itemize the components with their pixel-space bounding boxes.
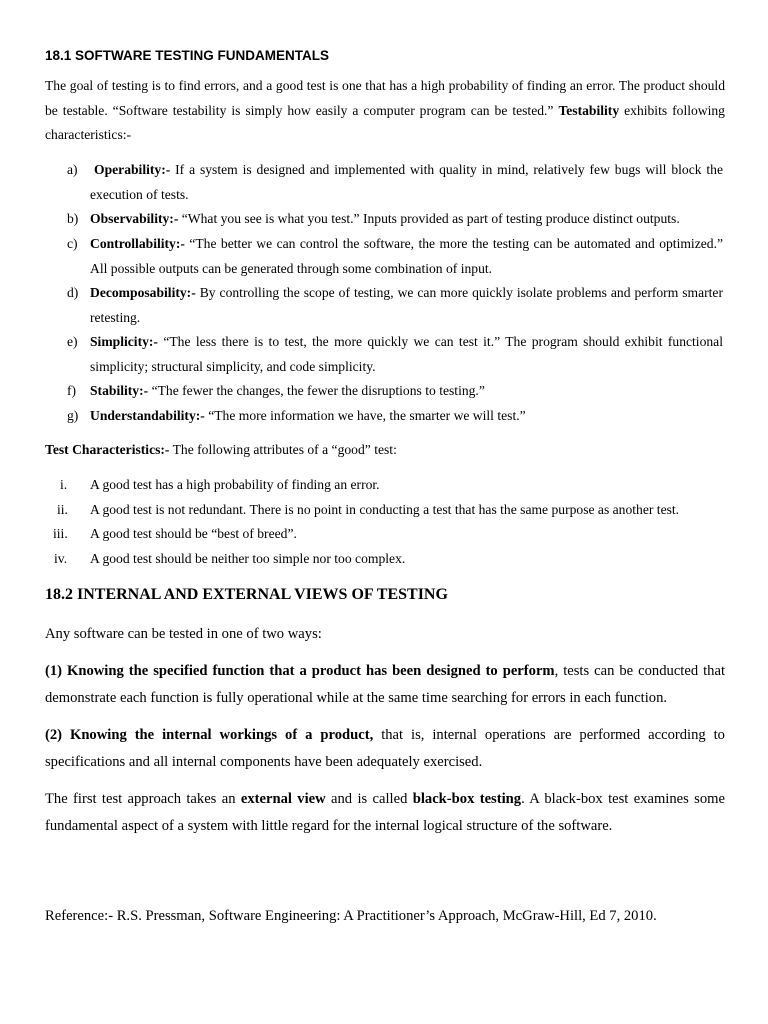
list-item-observability <box>90 207 723 232</box>
item-text-line: “The fewer the changes, the fewer the disruptions to testing.” <box>151 383 485 398</box>
list-item-decomposability <box>90 281 723 330</box>
item-text-line: simplicity; structural simplicity, and code simplicity. <box>90 358 376 374</box>
intro-line-1: The goal of testing is to find errors, and a good test is one that has a high probability of finding an error. The product should <box>45 78 725 93</box>
reference-line: Reference:- R.S. Pressman, Software Engineering: A Practitioner’s Approach, McGraw-Hill, Ed 7, 2010. <box>45 908 657 924</box>
list-item-simplicity <box>90 330 723 379</box>
way-2-line-1 <box>45 722 725 749</box>
item-text-line: “The better we can control the software, the more the testing can be automated and optimized.” <box>189 236 723 251</box>
term-operability: Operability:- <box>94 162 171 177</box>
item-text-line: “The less there is to test, the more quickly we can test it.” The program should exhibit functional <box>163 334 723 349</box>
way-2-rest: that is, internal operations are performed according to <box>381 727 725 743</box>
list-item-stability <box>90 379 723 404</box>
closing-line-1 <box>45 786 725 813</box>
external-view-term: external view <box>240 791 326 807</box>
item-text-line: execution of tests. <box>90 186 189 202</box>
intro-paragraph <box>45 74 725 148</box>
term-stability: Stability:- <box>90 383 149 398</box>
intro-line-3: characteristics:- <box>45 127 132 142</box>
closing-text: . A black-box test examines some <box>521 791 725 807</box>
list-item-operability <box>90 158 723 207</box>
intro-line-2 <box>45 99 725 124</box>
way-1-rest: , tests can be conducted that <box>554 663 725 679</box>
item-text-line: “What you see is what you test.” Inputs provided as part of testing produce distinct outputs. <box>181 211 680 226</box>
list-item-controllability <box>90 232 723 281</box>
attribute-item: A good test is not redundant. There is no point in conducting a test that has the same purpose as another test. <box>90 502 680 517</box>
list-marker: f) <box>67 383 77 398</box>
list-marker: iii. <box>53 526 68 541</box>
list-marker: c) <box>67 236 78 251</box>
test-characteristics-term: Test Characteristics:- <box>45 442 170 457</box>
section-heading-18-1: 18.1 SOFTWARE TESTING FUNDAMENTALS <box>45 48 330 63</box>
item-text-line: All possible outputs can be generated through some combination of input. <box>90 260 493 276</box>
closing-text: and is called <box>331 791 408 807</box>
black-box-testing-term: black-box testing <box>412 791 522 807</box>
list-marker: b) <box>67 211 79 226</box>
section-heading-18-2: 18.2 INTERNAL AND EXTERNAL VIEWS OF TESTING <box>45 586 448 603</box>
term-observability: Observability:- <box>90 211 179 226</box>
item-text-line: “The more information we have, the smarter we will test.” <box>208 408 526 423</box>
way-2-bold: (2) Knowing the internal workings of a product, <box>45 727 374 743</box>
item-text-line: By controlling the scope of testing, we can more quickly isolate problems and perform smarter <box>199 285 723 300</box>
list-marker: g) <box>67 408 79 423</box>
way-1-line-1 <box>45 658 725 685</box>
item-text-line: If a system is designed and implemented with quality in mind, relatively few bugs will block the <box>175 162 724 177</box>
closing-text: The first test approach takes an <box>45 791 236 807</box>
closing-line-2: fundamental aspect of a system with little regard for the internal logical structure of the software. <box>45 818 613 834</box>
term-controllability: Controllability:- <box>90 236 185 251</box>
test-characteristics-line <box>45 438 397 463</box>
section2-intro: Any software can be tested in one of two ways: <box>45 626 322 642</box>
item-text-line: retesting. <box>90 309 141 325</box>
closing-paragraph <box>45 786 725 840</box>
way-2-paragraph <box>45 722 725 776</box>
term-decomposability: Decomposability:- <box>90 285 196 300</box>
testability-term: Testability <box>558 102 620 118</box>
intro-line-2-text: be testable. “Software testability is simply how easily a computer program can be tested.” <box>45 102 554 118</box>
way-1-bold: (1) Knowing the specified function that a product has been designed to perform <box>45 663 555 679</box>
way-1-line-2: demonstrate each function is fully operational while at the same time searching for errors in each function. <box>45 690 668 706</box>
way-1-paragraph <box>45 658 725 712</box>
attribute-item: A good test has a high probability of finding an error. <box>90 477 380 492</box>
attribute-item: A good test should be neither too simple nor too complex. <box>90 551 406 566</box>
attribute-item: A good test should be “best of breed”. <box>90 526 297 541</box>
term-understandability: Understandability:- <box>90 408 205 423</box>
list-marker: d) <box>67 285 79 300</box>
list-marker: e) <box>67 334 78 349</box>
intro-line-2-end: exhibits following <box>624 102 725 118</box>
list-marker: ii. <box>57 502 68 517</box>
list-marker: i. <box>60 477 68 492</box>
way-2-line-2: specifications and all internal components have been adequately exercised. <box>45 754 483 770</box>
list-marker: iv. <box>54 551 68 566</box>
list-marker: a) <box>67 162 78 177</box>
list-item-understandability <box>90 404 723 429</box>
test-characteristics-text: The following attributes of a “good” test: <box>172 442 397 457</box>
term-simplicity: Simplicity:- <box>90 334 158 349</box>
